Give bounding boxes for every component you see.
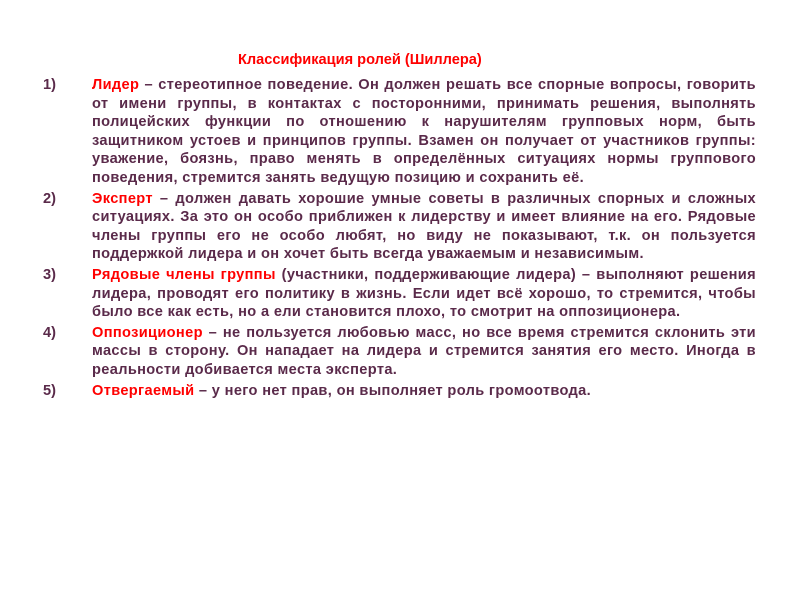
item-body	[92, 76, 756, 188]
item-term: Отвергаемый	[92, 382, 195, 399]
item-description: – у него нет прав, он выполняет роль громоотвода.	[194, 382, 592, 399]
item-number: 5)	[43, 382, 56, 399]
item-body	[92, 324, 756, 380]
item-body	[92, 382, 756, 401]
list-item-oppositionist	[43, 324, 756, 380]
item-term: Лидер	[92, 77, 140, 93]
item-number: 1)	[43, 77, 56, 93]
roles-list	[43, 76, 756, 402]
item-description: – не пользуется любовью масс, но все время стремится склонить эти массы в сторону. Он нападает на лидера и стремится занятия его место. Иногда в реальности добивается места эксперта.	[92, 324, 756, 378]
list-item-expert	[43, 190, 756, 264]
item-number: 4)	[43, 324, 56, 341]
item-term: Оппозиционер	[92, 324, 203, 341]
slide-title: Классификация ролей (Шиллера)	[238, 52, 482, 68]
list-item-rank-and-file	[43, 266, 756, 322]
item-term: Рядовые члены группы	[92, 266, 276, 283]
item-term: Эксперт	[92, 190, 153, 207]
item-number: 3)	[43, 266, 56, 283]
list-item-leader	[43, 76, 756, 188]
list-item-outcast	[43, 382, 756, 401]
item-body	[92, 266, 756, 322]
item-body	[92, 190, 756, 264]
item-description: (участники, поддерживающие лидера) – выполняют решения лидера, проводят его политику в жизнь. Если идет всё хорошо, то стремится, чтобы было все как есть, но а ели становится плохо, то смотрит на оппозиционера.	[92, 266, 756, 321]
item-description: – стереотипное поведение. Он должен решать все спорные вопросы, говорить от имени группы, в контактах с посторонними, принимать решения, выполнять полицейских функции по отношению к нарушителям групповых норм, быть защитником устоев и принципов группы. Взамен он получает от участников группы: уважение, боязнь, право менять в определённых ситуациях нормы группового поведения, стремится занять ведущую позицию и сохранить её.	[92, 77, 756, 186]
item-description: – должен давать хорошие умные советы в различных спорных и сложных ситуациях. За это он особо приближен к лидерству и имеет влияние на его. Рядовые члены группы его не особо любят, но виду не показывают, т.к. он пользуется поддержкой лидера и он хочет быть всегда уважаемым и независимым.	[92, 190, 756, 263]
item-number: 2)	[43, 190, 56, 207]
